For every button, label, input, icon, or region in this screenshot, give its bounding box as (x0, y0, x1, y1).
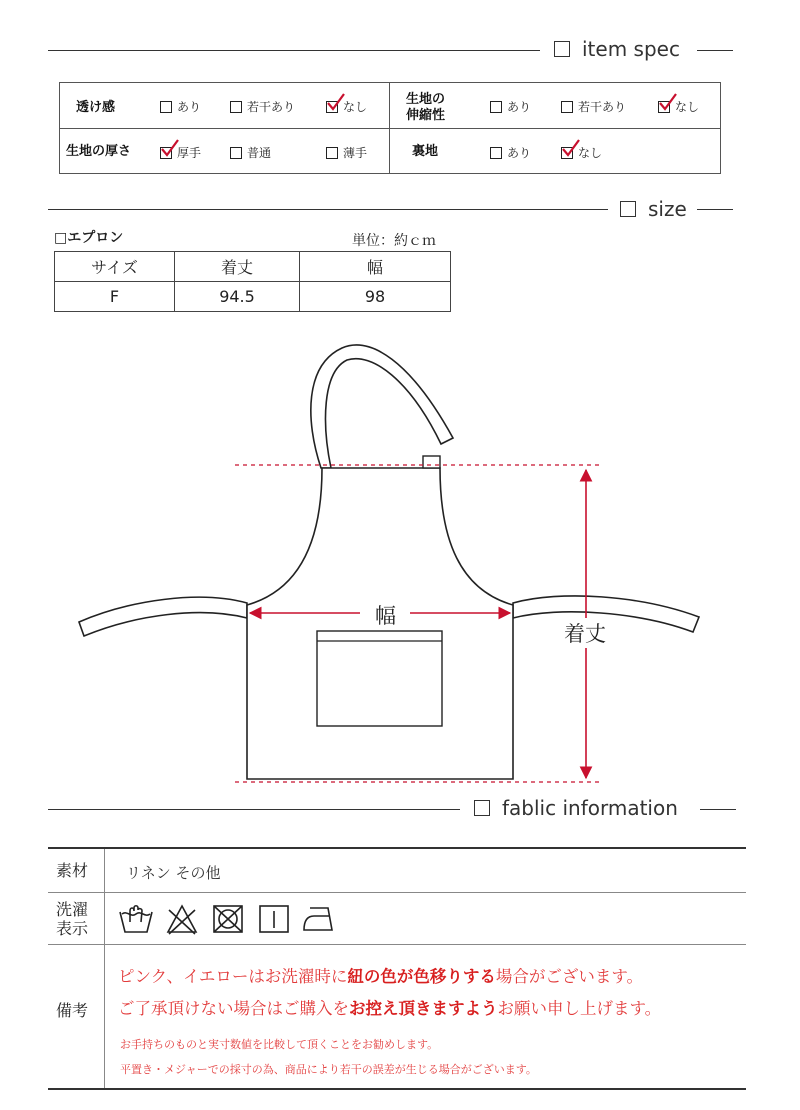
spec-label-transparency: 透け感 (76, 100, 116, 115)
spec-option: 若干あり (561, 98, 626, 115)
item-spec-title: item spec (550, 37, 684, 61)
checkbox-icon (490, 101, 502, 113)
checkmark-icon (326, 93, 348, 113)
wash-icons (118, 902, 338, 936)
size-table (54, 251, 451, 312)
note-refrain-purchase: ご了承頂けない場合はご購入をお控え頂きますようお願い申し上げます。 (118, 999, 662, 1018)
note-compare-measurements: お手持ちのものと実寸数値を比較して頂くことをお勧めします。 (120, 1038, 439, 1051)
section-box-icon (620, 201, 636, 217)
checkbox-icon (490, 147, 502, 159)
width-label: 幅 (373, 600, 398, 630)
no-bleach-icon (168, 906, 196, 934)
neck-strap (311, 345, 453, 468)
spec-option: なし (326, 98, 367, 115)
table-row (55, 282, 451, 312)
material-value: リネン その他 (126, 864, 221, 882)
low-iron-icon (304, 908, 332, 930)
table-cell: 98 (300, 282, 451, 312)
checkmark-icon (658, 93, 680, 113)
spec-label-stretch: 生地の 伸縮性 (406, 92, 446, 123)
table-header-row (55, 252, 451, 282)
header-cell: 着丈 (175, 252, 300, 282)
table-cell: F (55, 282, 175, 312)
spec-table (59, 82, 721, 174)
checkbox-icon (326, 147, 338, 159)
line-dry-icon (260, 906, 288, 932)
header-cell: サイズ (55, 252, 175, 282)
checkmark-icon (561, 139, 583, 159)
spec-option: なし (561, 144, 602, 161)
size-rule-right (697, 209, 733, 210)
spec-option: あり (490, 98, 531, 115)
checked-checkbox-icon (326, 101, 338, 113)
note-measurement-error: 平置き・メジャーでの採寸の為、商品により若干の誤差が生じる場合がございます。 (120, 1063, 537, 1076)
notes-label: 備考 (56, 1001, 89, 1020)
fabric-rule (48, 809, 460, 810)
section-box-icon (554, 41, 570, 57)
checked-checkbox-icon (160, 147, 172, 159)
checked-checkbox-icon (561, 147, 573, 159)
length-label: 着丈 (562, 618, 608, 648)
table-cell: 94.5 (175, 282, 300, 312)
material-label: 素材 (56, 861, 89, 880)
checked-checkbox-icon (658, 101, 670, 113)
checkbox-icon (160, 101, 172, 113)
unit-label: 単位：約ｃｍ (352, 233, 436, 249)
pocket (317, 631, 442, 726)
note-color-transfer: ピンク、イエローはお洗濯時に紐の色が色移りする場合がございます。 (118, 967, 644, 986)
strap-tab (423, 456, 440, 468)
spec-label-lining: 裏地 (412, 144, 439, 159)
spec-label-thickness: 生地の厚さ (66, 144, 132, 159)
header-cell: 幅 (300, 252, 451, 282)
section-box-icon (474, 800, 490, 816)
fabric-title: fablic information (470, 796, 682, 820)
spec-option: 若干あり (230, 98, 295, 115)
checkbox-icon (230, 101, 242, 113)
apron-diagram (0, 330, 800, 800)
item-spec-rule-right (697, 50, 733, 51)
spec-option: あり (490, 144, 531, 161)
spec-option: 普通 (230, 144, 271, 161)
spec-option: 薄手 (326, 144, 367, 161)
fabric-rule-right (700, 809, 736, 810)
item-spec-rule (48, 50, 540, 51)
wash-label: 洗濯 表示 (56, 900, 89, 938)
size-rule (48, 209, 608, 210)
checkmark-icon (160, 139, 182, 159)
spec-option: なし (658, 98, 699, 115)
spec-option: あり (160, 98, 201, 115)
no-tumble-dry-icon (214, 906, 242, 932)
hand-wash-icon (120, 906, 152, 932)
checkbox-icon (230, 147, 242, 159)
spec-option: 厚手 (160, 144, 201, 161)
checkbox-icon (561, 101, 573, 113)
waist-tie-left (79, 597, 247, 636)
size-title: size (616, 197, 691, 221)
item-name: □エプロン (54, 230, 124, 246)
